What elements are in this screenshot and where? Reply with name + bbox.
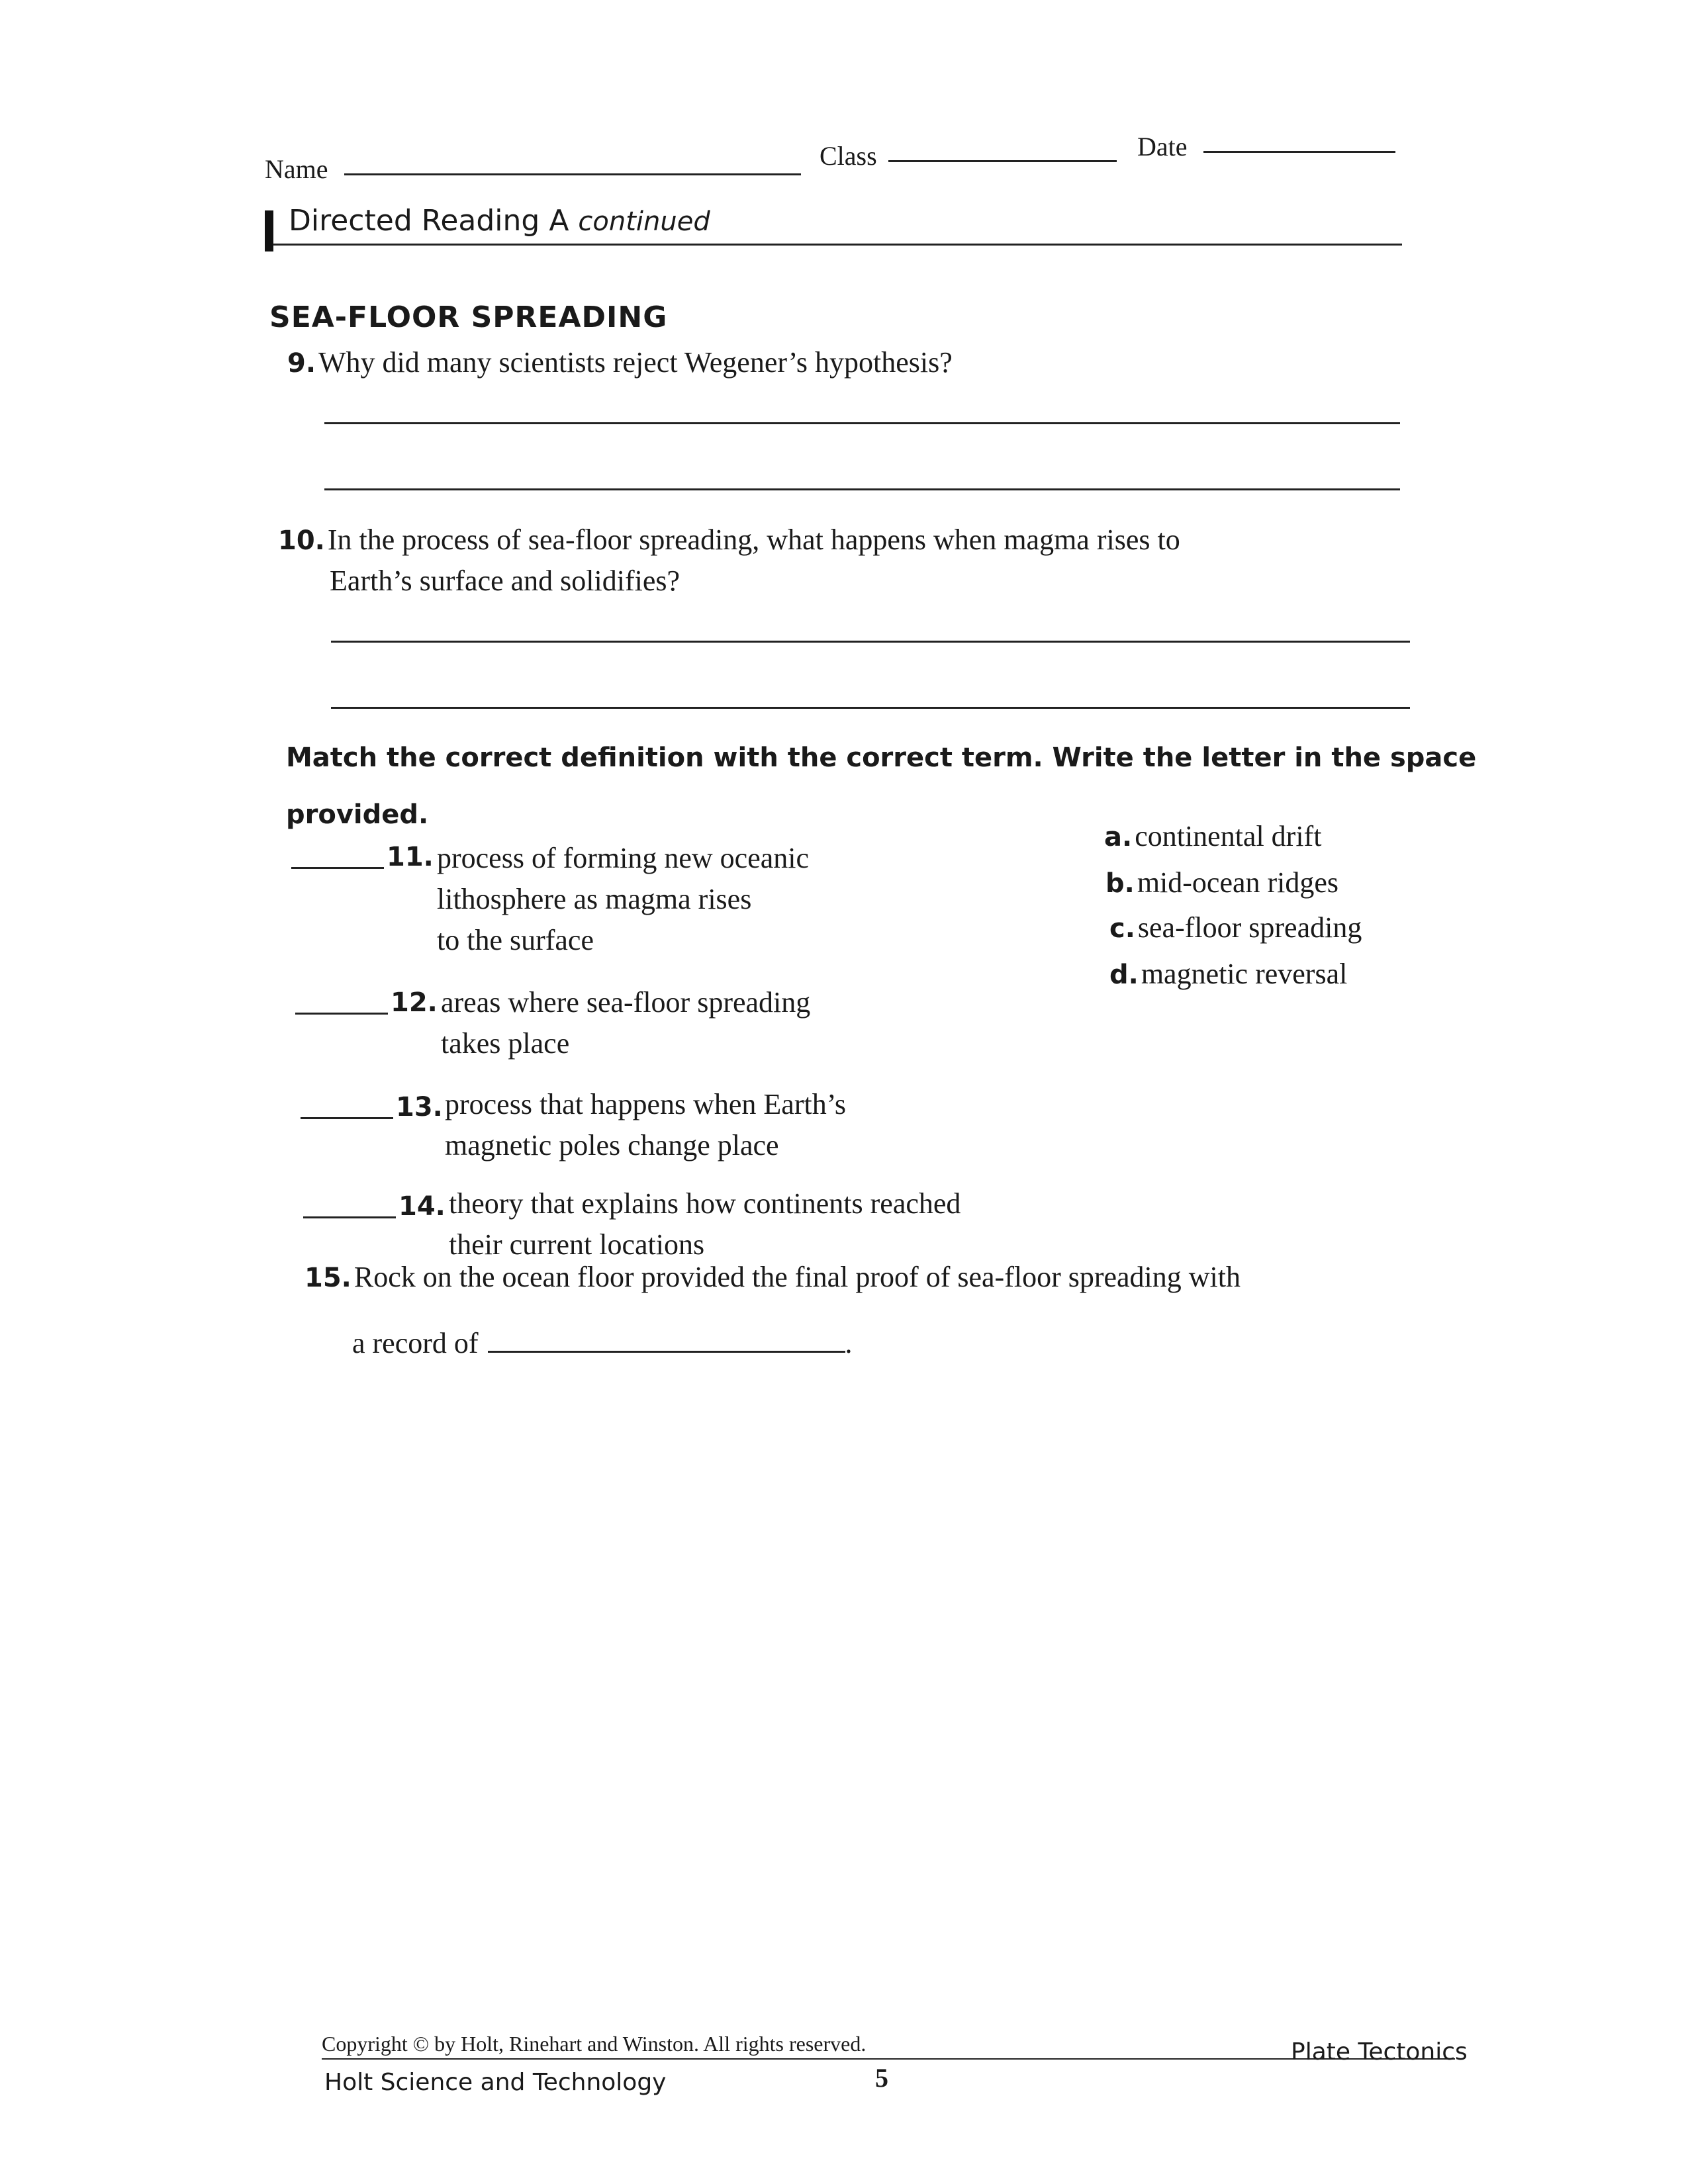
question-number: 9. [287,348,316,379]
item-definition-11 [437,838,809,961]
definition-line: lithosphere as magma rises [437,883,752,915]
answer-blank-12[interactable] [295,1013,388,1015]
item-number-14: 14. [399,1191,445,1222]
period: . [845,1327,853,1359]
term-text: magnetic reversal [1141,958,1348,990]
answer-blank-11[interactable] [291,867,384,869]
answer-line-10b[interactable] [331,707,1410,709]
question-10 [278,523,1180,557]
term-d [1109,957,1347,991]
answer-blank-14[interactable] [303,1216,396,1218]
date-field[interactable] [1203,151,1395,153]
term-c [1109,911,1362,944]
term-letter: a. [1104,822,1133,852]
term-text: continental drift [1135,820,1322,852]
question-number: 10. [278,525,325,556]
answer-line-9b[interactable] [324,488,1400,490]
definition-line: theory that explains how continents reached [449,1187,961,1220]
name-label: Name [265,154,328,184]
name-field[interactable] [344,173,801,175]
term-text: mid-ocean ridges [1137,866,1339,899]
term-letter: d. [1109,960,1139,990]
definition-line: process of forming new oceanic [437,842,810,874]
question-text-line2: Earth’s surface and solidifies? [330,565,680,597]
banner-title [289,204,710,238]
instructions-line2: provided. [286,799,429,830]
banner-continued: continued [578,206,710,237]
definition-line: areas where sea-floor spreading [441,986,811,1019]
term-letter: c. [1109,913,1135,944]
definition-line: to the surface [437,924,594,956]
publisher: Holt Science and Technology [324,2069,667,2096]
item-number-12: 12. [391,987,438,1018]
item-definition-14 [449,1183,961,1265]
class-field[interactable] [888,160,1117,162]
definition-line: magnetic poles change place [445,1129,779,1161]
question-text: Why did many scientists reject Wegener’s hypothesis? [318,346,953,379]
item-definition-13 [445,1084,846,1166]
section-title: SEA-FLOOR SPREADING [269,300,668,334]
banner-rule [273,244,1402,246]
term-text: sea-floor spreading [1137,911,1362,944]
date-label: Date [1137,132,1188,161]
answer-blank-13[interactable] [301,1117,393,1119]
question-text-line1: Rock on the ocean floor provided the final proof of sea-floor spreading with [353,1261,1241,1293]
page-number: 5 [875,2063,888,2093]
answer-blank-15[interactable] [488,1351,845,1353]
question-text-line1: In the process of sea-floor spreading, what happens when magma rises to [327,523,1180,556]
question-9 [287,345,953,379]
item-number-11: 11. [387,842,434,872]
term-letter: b. [1105,868,1135,899]
question-15 [305,1260,1241,1294]
item-definition-12 [441,982,810,1064]
definition-line: their current locations [449,1228,705,1261]
question-number: 15. [305,1263,352,1293]
item-number-13: 13. [396,1092,443,1122]
footer-rule [322,2058,1455,2060]
definition-line: process that happens when Earth’s [445,1088,847,1120]
answer-line-10a[interactable] [331,641,1410,643]
question-15-line2 [352,1326,853,1360]
question-text-line2: a record of [352,1327,479,1359]
term-a [1104,819,1321,853]
answer-line-9a[interactable] [324,422,1400,424]
class-label: Class [820,141,877,171]
chapter-title: Plate Tectonics [1291,2038,1468,2066]
term-b [1105,866,1338,899]
copyright: Copyright © by Holt, Rinehart and Winston. All rights reserved. [322,2032,867,2056]
definition-line: takes place [441,1027,570,1060]
banner-title-text: Directed Reading A [289,204,569,238]
instructions-line1: Match the correct definition with the correct term. Write the letter in the space [286,743,1477,773]
